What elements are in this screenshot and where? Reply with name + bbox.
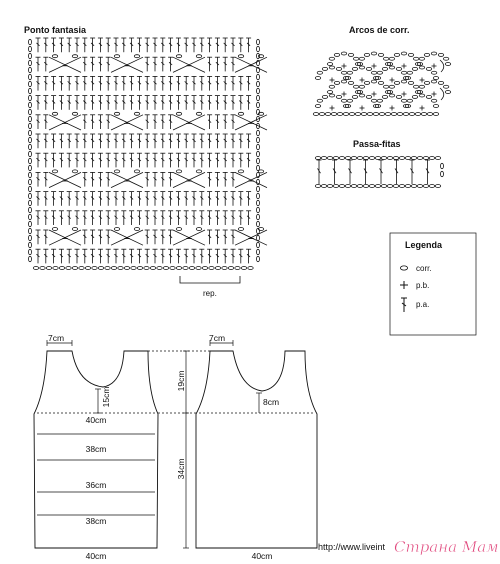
- legend-box: [390, 233, 476, 335]
- front-strap-width-label: 7cm: [48, 333, 65, 343]
- arch-chart-title: Arcos de corr.: [349, 25, 410, 35]
- watermark-url: http://www.liveint: [318, 542, 386, 552]
- front-neck-depth-label: 15cm: [101, 386, 111, 408]
- front-width-label-5: 40cm: [85, 551, 107, 561]
- repeat-label: rep.: [203, 289, 217, 298]
- lower-height-label: 34cm: [176, 458, 186, 480]
- watermark-logo-text: Страна Мам: [394, 538, 499, 556]
- back-piece-outline: [196, 351, 317, 548]
- back-width-label: 40cm: [251, 551, 273, 561]
- ribbon-chart-diagram: [315, 157, 443, 188]
- front-width-label-4: 38cm: [85, 516, 107, 526]
- legend-item-single-crochet: p.b.: [416, 281, 430, 290]
- legend-title: Legenda: [405, 240, 443, 250]
- front-width-label-2: 38cm: [85, 444, 107, 454]
- front-width-label-1: 40cm: [85, 415, 107, 425]
- back-strap-width-label: 7cm: [209, 333, 226, 343]
- upper-height-label: 19cm: [176, 370, 186, 392]
- legend-item-chain: corr.: [416, 264, 432, 273]
- arch-chart-diagram: [313, 52, 450, 116]
- front-width-label-3: 36cm: [85, 480, 107, 490]
- legend-item-double-crochet: p.a.: [416, 300, 430, 309]
- stitch-chart-grid: [29, 38, 268, 270]
- repeat-bracket: [180, 276, 240, 283]
- stitch-chart-title: Ponto fantasia: [24, 25, 87, 35]
- back-neck-depth-label: 8cm: [263, 397, 280, 407]
- ribbon-chart-title: Passa-fitas: [353, 139, 401, 149]
- back-dimension-lines: [196, 340, 317, 548]
